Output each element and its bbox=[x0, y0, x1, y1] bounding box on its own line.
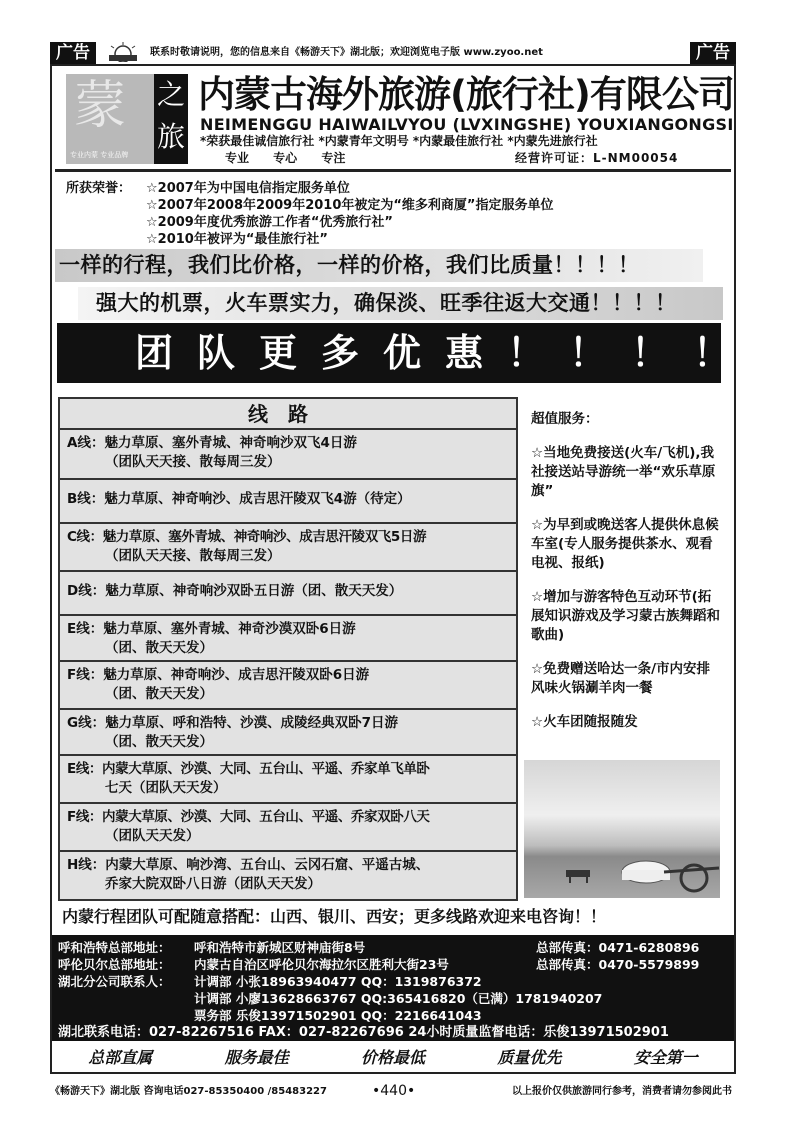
hq-address: 呼和浩特市新城区财神庙街8号 bbox=[194, 940, 366, 955]
route-f bbox=[60, 662, 516, 710]
hlbe-fax: 总部传真：0470-5579899 bbox=[536, 957, 700, 972]
header-note: 联系时敬请说明，您的信息来自《畅游天下》湖北版；欢迎浏览电子版 www.zyoo.net bbox=[150, 47, 543, 58]
motto: 价格最低 bbox=[360, 1048, 425, 1067]
group-discount-banner: 团队更多优惠！！！！ bbox=[57, 323, 721, 383]
logo-tagline: 专业内蒙 专业品牌 bbox=[70, 151, 129, 159]
route-g bbox=[60, 710, 516, 756]
license-number: 经营许可证：L-NM00054 bbox=[515, 151, 679, 165]
magazine-logo-icon bbox=[103, 40, 143, 62]
service-item: ☆当地免费接送(火车/飞机),我社接送站导游统一举“欢乐草原旗” bbox=[531, 445, 716, 499]
ad-label-left: 广告 bbox=[50, 42, 96, 64]
custom-itinerary-note: 内蒙行程团队可配随意搭配：山西、银川、西安；更多线路欢迎来电咨询！！ bbox=[62, 907, 607, 926]
value-services bbox=[531, 410, 721, 732]
logo-char: 蒙 bbox=[74, 76, 127, 136]
route-line: D线：魅力草原、神奇响沙双卧五日游（团、散天天发） bbox=[67, 583, 403, 599]
route-line: E线：内蒙大草原、沙漠、大同、五台山、平遥、乔家单飞单卧 bbox=[67, 761, 430, 777]
grassland-yurt-photo bbox=[524, 760, 720, 898]
hq-label: 呼和浩特总部地址： bbox=[58, 940, 171, 955]
company-awards: *荣获最佳诚信旅行社 *内蒙青年文明号 *内蒙最佳旅行社 *内蒙先进旅行社 bbox=[200, 134, 598, 148]
route-line: G线：魅力草原、呼和浩特、沙漠、成陵经典双卧7日游 bbox=[67, 715, 398, 731]
contact-person: 计调部 小张18963940477 QQ：1319876372 bbox=[194, 974, 482, 989]
route-line: A线：魅力草原、塞外青城、神奇响沙双飞4日游 bbox=[67, 435, 357, 451]
hlbe-label: 呼伦贝尔总部地址： bbox=[58, 957, 171, 972]
motto: 质量优先 bbox=[497, 1048, 562, 1067]
contact-box bbox=[52, 935, 734, 1041]
route-f2 bbox=[60, 804, 516, 852]
route-a bbox=[60, 430, 516, 480]
divider bbox=[55, 169, 731, 172]
honor-item: ☆2009年度优秀旅游工作者“优秀旅行社” bbox=[146, 215, 393, 230]
route-line: F线：内蒙大草原、沙漠、大同、五台山、平遥、乔家双卧八天 bbox=[67, 809, 430, 825]
motto: 服务最佳 bbox=[224, 1048, 289, 1067]
motto: 总部直属 bbox=[88, 1048, 153, 1067]
route-note: （团队天天发） bbox=[105, 828, 200, 844]
hubei-phone: 湖北联系电话：027-82267516 FAX：027-82267696 24小时质量监督电话：乐俊13971502901 bbox=[58, 1025, 669, 1040]
service-item: ☆为早到或晚送客人提供休息候车室(专人服务提供茶水、观看电视、报纸) bbox=[531, 517, 719, 571]
route-note: 七天（团队天天发） bbox=[105, 780, 227, 796]
mottos-row bbox=[52, 1044, 734, 1072]
route-e2 bbox=[60, 756, 516, 804]
routes-table bbox=[58, 397, 518, 901]
hlbe-address: 内蒙古自治区呼伦贝尔海拉尔区胜利大街23号 bbox=[194, 957, 449, 972]
route-note: （团队天天接、散每周三发） bbox=[105, 548, 281, 564]
hq-fax: 总部传真：0471-6280896 bbox=[536, 940, 700, 955]
route-line: F线：魅力草原、神奇响沙、成吉思汗陵双卧6日游 bbox=[67, 667, 370, 683]
slogan-tickets: 强大的机票，火车票实力，确保淡、旺季往返大交通！！！！ bbox=[78, 287, 723, 320]
route-d bbox=[60, 572, 516, 616]
route-c bbox=[60, 524, 516, 572]
company-title: 内蒙古海外旅游(旅行社)有限公司 bbox=[198, 73, 734, 116]
company-motto: 专业 专心 专注 bbox=[225, 151, 346, 165]
route-line: E线：魅力草原、塞外青城、神奇沙漠双卧6日游 bbox=[67, 621, 356, 637]
route-line: B线：魅力草原、神奇响沙、成吉思汗陵双飞4游（待定） bbox=[67, 491, 411, 507]
company-logo bbox=[66, 74, 154, 164]
service-item: ☆增加与游客特色互动环节(拓展知识游戏及学习蒙古族舞蹈和歌曲) bbox=[531, 589, 720, 643]
slogan-price-quality: 一样的行程，我们比价格，一样的价格，我们比质量！！！！ bbox=[55, 249, 703, 282]
route-e bbox=[60, 616, 516, 662]
routes-header: 线路 bbox=[60, 399, 516, 430]
route-line: C线：魅力草原、塞外青城、神奇响沙、成吉思汗陵双飞5日游 bbox=[67, 529, 427, 545]
route-note: （团、散天天发） bbox=[105, 734, 213, 750]
route-line: H线：内蒙大草原、响沙湾、五台山、云冈石窟、平遥古城、 bbox=[67, 857, 430, 873]
contact-person: 票务部 乐俊13971502901 QQ：2216641043 bbox=[194, 1008, 482, 1023]
footer-right: 以上报价仅供旅游同行参考，消费者请勿参阅此书 bbox=[512, 1086, 732, 1097]
footer-left: 《畅游天下》湖北版 咨询电话027-85350400 /85483227 bbox=[50, 1086, 327, 1097]
company-pinyin: NEIMENGGU HAIWAILVYOU (LVXINGSHE) YOUXIANGONGSI bbox=[200, 115, 734, 134]
route-note: 乔家大院双卧八日游（团队天天发） bbox=[105, 876, 321, 892]
motto: 安全第一 bbox=[633, 1048, 698, 1067]
route-note: （团、散天天发） bbox=[105, 640, 213, 656]
route-note: （团队天天接、散每周三发） bbox=[105, 454, 281, 470]
page-number: •440• bbox=[372, 1083, 416, 1099]
service-item: ☆火车团随报随发 bbox=[531, 714, 638, 730]
route-b bbox=[60, 480, 516, 524]
honors-list bbox=[146, 180, 553, 248]
logo-side bbox=[154, 74, 188, 164]
route-note: （团、散天天发） bbox=[105, 686, 213, 702]
route-h bbox=[60, 852, 516, 899]
contact-person: 计调部 小廖13628663767 QQ:365416820（已满）1781940207 bbox=[194, 991, 603, 1006]
honor-item: ☆2007年为中国电信指定服务单位 bbox=[146, 181, 350, 196]
logo-side-1: 之 bbox=[156, 78, 185, 111]
ad-label-right: 广告 bbox=[690, 42, 736, 64]
honor-item: ☆2010年被评为“最佳旅行社” bbox=[146, 232, 328, 247]
logo-side-2: 旅 bbox=[156, 120, 185, 153]
honor-item: ☆2007年2008年2009年2010年被定为“维多利商厦”指定服务单位 bbox=[146, 198, 554, 213]
service-item: ☆免费赠送哈达一条/市内安排风味火锅涮羊肉一餐 bbox=[531, 661, 711, 696]
hubei-label: 湖北分公司联系人： bbox=[58, 974, 171, 989]
services-title: 超值服务： bbox=[531, 411, 599, 427]
honors-label: 所获荣誉： bbox=[66, 181, 132, 196]
